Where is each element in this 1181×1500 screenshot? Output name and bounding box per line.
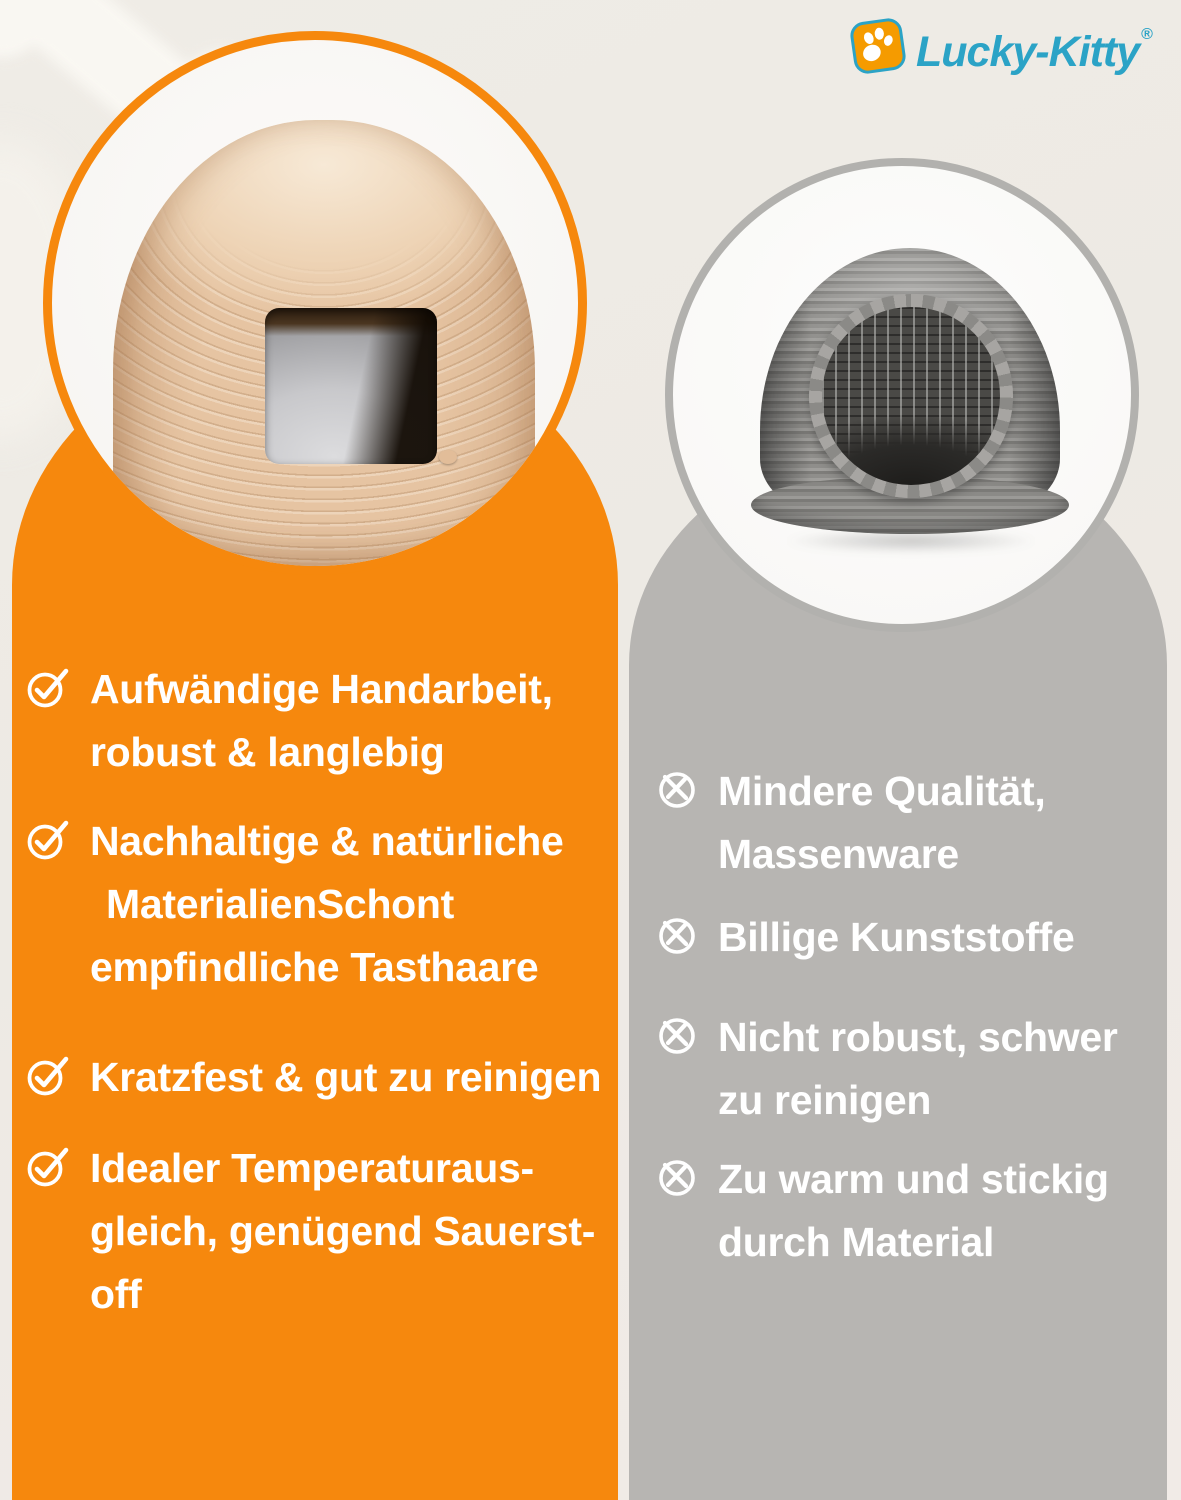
wicker-cat-basket-photo bbox=[665, 158, 1139, 632]
pro-feature-nachhaltig bbox=[26, 810, 564, 999]
con-feature-kunststoffe bbox=[654, 906, 1074, 969]
feature-line: robust & langlebig bbox=[90, 729, 445, 775]
feature-line: off bbox=[90, 1271, 142, 1317]
feature-line: gleich, genügend Sauerst- bbox=[90, 1208, 596, 1254]
straw-cat-cave-photo bbox=[43, 31, 587, 575]
check-circle-icon bbox=[26, 664, 72, 710]
cross-circle-icon bbox=[654, 1154, 700, 1200]
feature-line: Idealer Temperaturaus- bbox=[90, 1145, 534, 1191]
feature-line: Mindere Qualität, bbox=[718, 768, 1046, 814]
cave-straw-tag bbox=[439, 450, 457, 464]
basket-opening-interior bbox=[822, 307, 1000, 485]
feature-line: Aufwändige Handarbeit, bbox=[90, 666, 553, 712]
feature-line: MaterialienSchont bbox=[106, 881, 455, 927]
feature-line: Nicht robust, schwer bbox=[718, 1014, 1118, 1060]
con-feature-zu-warm bbox=[654, 1148, 1109, 1274]
basket-opening-rim bbox=[809, 294, 1013, 498]
brand-logo bbox=[852, 20, 1153, 77]
straw-cave-dome bbox=[113, 120, 535, 568]
feature-line: durch Material bbox=[718, 1219, 995, 1265]
feature-line: Nachhaltige & natürliche bbox=[90, 818, 564, 864]
pro-feature-kratzfest bbox=[26, 1046, 601, 1109]
cross-circle-icon bbox=[654, 912, 700, 958]
paw-icon bbox=[849, 17, 908, 76]
pro-feature-temperatur bbox=[26, 1137, 595, 1326]
feature-line: Billige Kunststoffe bbox=[718, 914, 1075, 960]
registered-trademark-symbol: ® bbox=[1141, 26, 1153, 43]
con-feature-nicht-robust bbox=[654, 1006, 1118, 1132]
feature-line: Kratzfest & gut zu reinigen bbox=[90, 1054, 602, 1100]
cave-entrance bbox=[265, 308, 437, 464]
check-circle-icon bbox=[26, 816, 72, 862]
wicker-basket-body bbox=[760, 248, 1060, 533]
pro-feature-handarbeit bbox=[26, 658, 553, 784]
cross-circle-icon bbox=[654, 766, 700, 812]
check-circle-icon bbox=[26, 1143, 72, 1189]
feature-line: empfindliche Tasthaare bbox=[90, 944, 539, 990]
feature-line: Massenware bbox=[718, 831, 959, 877]
con-feature-qualitaet bbox=[654, 760, 1046, 886]
check-circle-icon bbox=[26, 1052, 72, 1098]
cross-circle-icon bbox=[654, 1012, 700, 1058]
brand-name: Lucky-Kitty bbox=[916, 28, 1140, 76]
feature-line: Zu warm und stickig bbox=[718, 1156, 1109, 1202]
feature-line: zu reinigen bbox=[718, 1077, 932, 1123]
